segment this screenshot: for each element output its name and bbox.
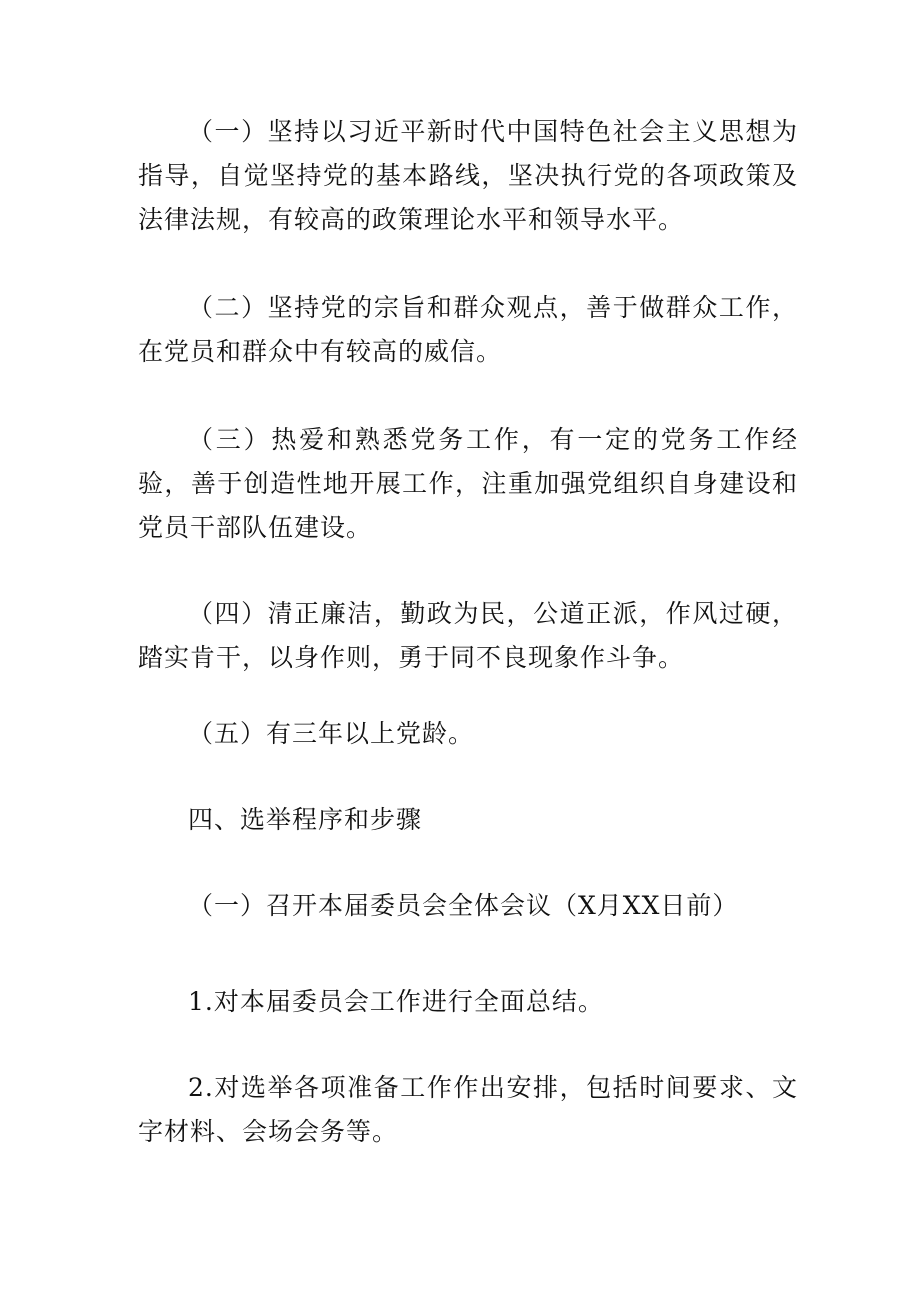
- subsection-heading: （一）召开本届委员会全体会议（X月XX日前）: [188, 891, 739, 920]
- paragraph-requirement-3: （三）热爱和熟悉党务工作，有一定的党务工作经验，善于创造性地开展工作，注重加强党组织自身建设和党员干部队伍建设。: [138, 425, 798, 542]
- paragraph-requirement-2: （二）坚持党的宗旨和群众观点，善于做群众工作，在党员和群众中有较高的威信。: [138, 293, 798, 366]
- section-heading: 四、选举程序和步骤: [188, 805, 423, 834]
- paragraph-requirement-4: （四）清正廉洁，勤政为民，公道正派，作风过硬，踏实肯干，以身作则，勇于同不良现象作斗争。: [138, 599, 798, 672]
- paragraph-requirement-1: （一）坚持以习近平新时代中国特色社会主义思想为指导，自觉坚持党的基本路线，坚决执行党的各项政策及法律法规，有较高的政策理论水平和领导水平。: [138, 117, 798, 234]
- list-item-1: 1.对本届委员会工作进行全面总结。: [188, 987, 604, 1016]
- list-item-2: 2.对选举各项准备工作作出安排，包括时间要求、文字材料、会场会务等。: [138, 1073, 798, 1146]
- paragraph-requirement-5: （五）有三年以上党龄。: [188, 719, 475, 748]
